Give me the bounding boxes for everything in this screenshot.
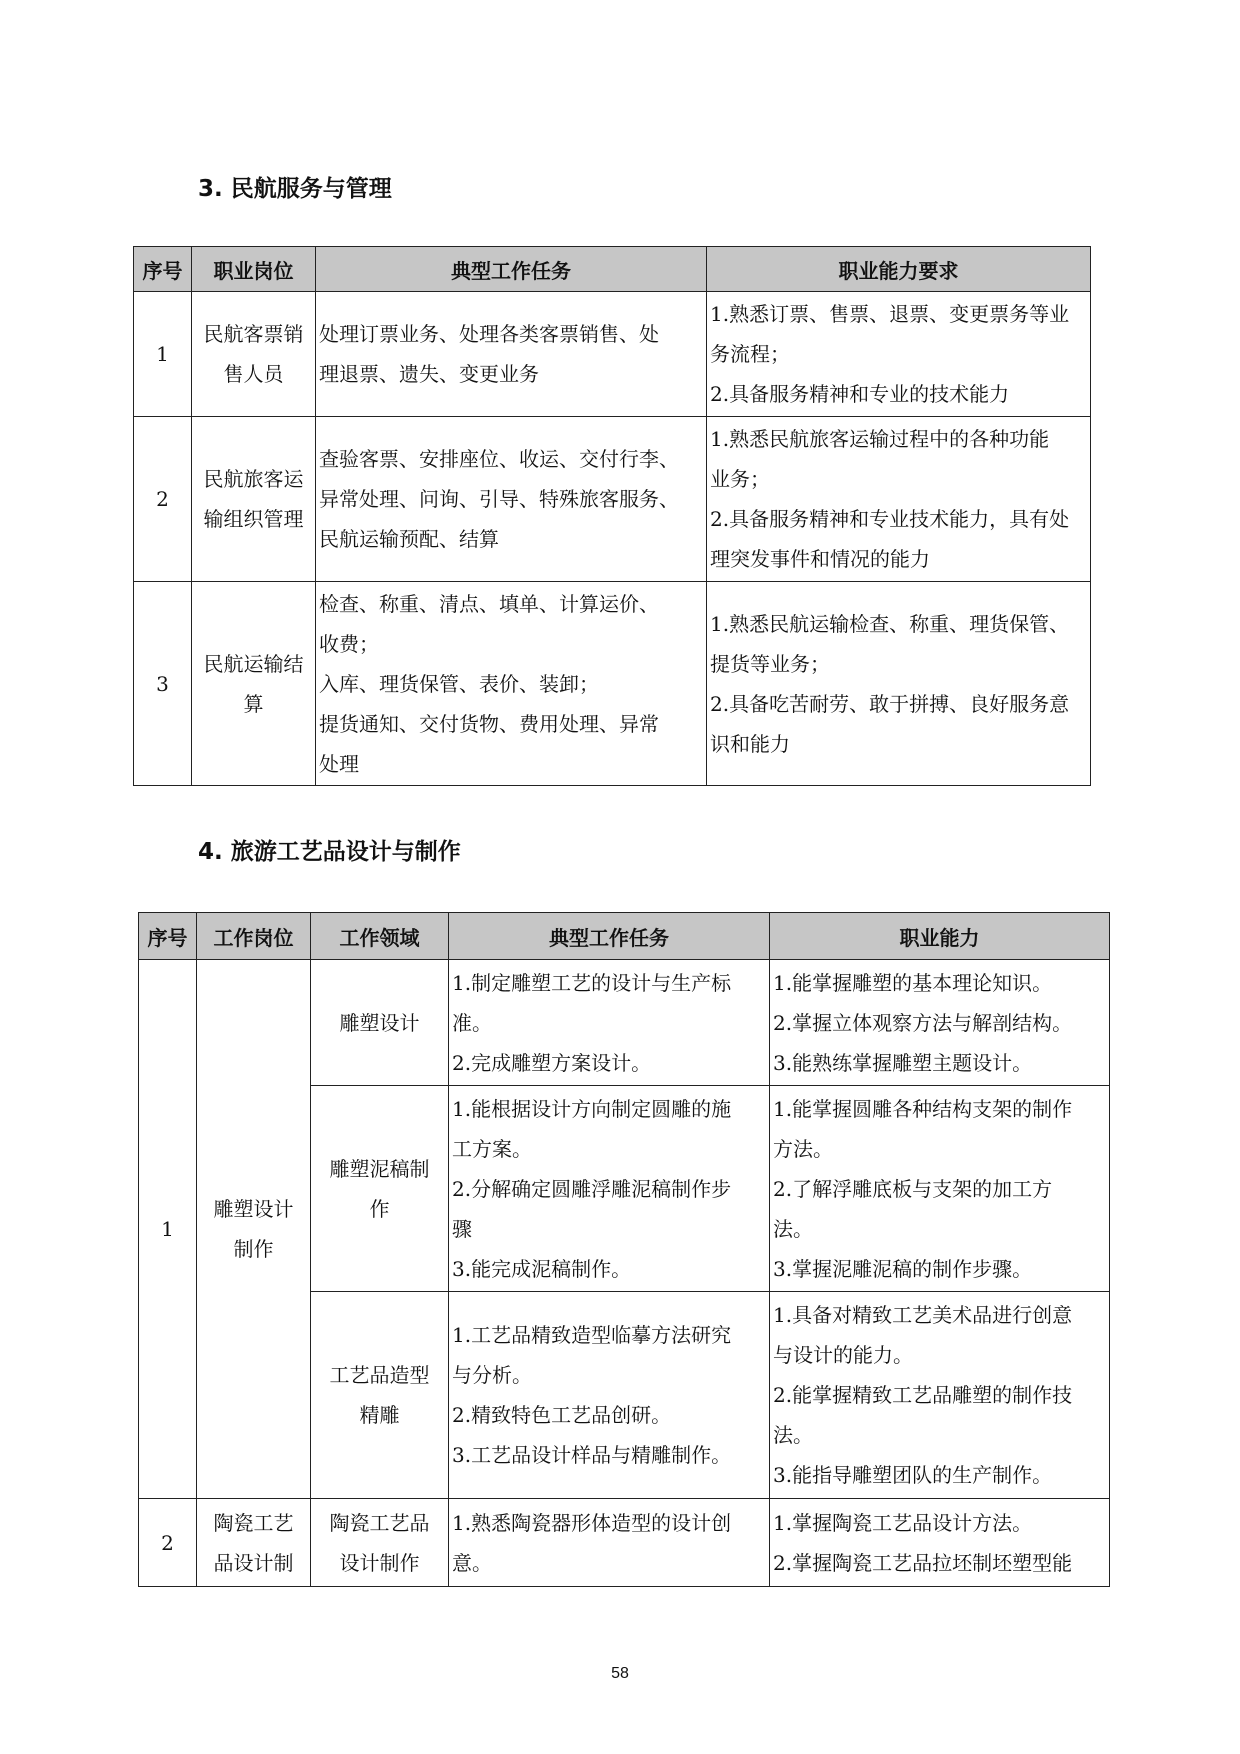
table-header-row	[139, 913, 1110, 960]
row-position	[192, 582, 316, 786]
text-line: 意。	[452, 1550, 492, 1575]
row-no: 1	[134, 292, 192, 417]
text-line: 工艺品造型	[329, 1363, 430, 1387]
row-tasks	[449, 1292, 770, 1499]
text-line: 民航旅客运	[203, 467, 304, 491]
text-line: 设计制作	[339, 1550, 420, 1575]
text-line: 工方案。	[452, 1136, 532, 1161]
text-line: 雕塑设计	[213, 1197, 294, 1221]
text-line: 民航客票销	[203, 322, 304, 346]
header-ability: 职业能力	[770, 913, 1110, 960]
table-row	[139, 1499, 1110, 1587]
text-line: 1.掌握陶瓷工艺品设计方法。	[773, 1510, 1033, 1535]
text-line: 与设计的能力。	[773, 1343, 913, 1367]
text-line: 陶瓷工艺	[213, 1510, 294, 1535]
text-line: 1.具备对精致工艺美术品进行创意	[773, 1303, 1073, 1327]
text-line: 输组织管理	[203, 507, 304, 531]
text-line: 提货等业务；	[710, 651, 830, 676]
text-line: 1.能掌握圆雕各种结构支架的制作	[773, 1096, 1073, 1121]
text-line: 2.掌握陶瓷工艺品拉坯制坯塑型能	[773, 1550, 1073, 1575]
text-line: 法。	[773, 1423, 813, 1447]
text-line: 处理	[319, 751, 359, 776]
section-3-heading: 3. 民航服务与管理	[198, 176, 392, 202]
row-field	[311, 1086, 449, 1292]
text-line: 骤	[452, 1216, 472, 1241]
text-line: 2.分解确定圆雕浮雕泥稿制作步	[452, 1176, 732, 1201]
text-line: 处理订票业务、处理各类客票销售、处	[319, 322, 659, 346]
text-line: 1.能掌握雕塑的基本理论知识。	[773, 970, 1053, 995]
text-line: 3.能完成泥稿制作。	[452, 1256, 632, 1281]
row-ability	[770, 1292, 1110, 1499]
text-line: 陶瓷工艺品	[329, 1510, 430, 1535]
row-field	[311, 960, 449, 1086]
text-line: 异常处理、问询、引导、特殊旅客服务、	[319, 487, 679, 511]
text-line: 理突发事件和情况的能力	[710, 547, 930, 571]
text-line: 1.能根据设计方向制定圆雕的施	[452, 1096, 732, 1121]
text-line: 售人员	[223, 362, 284, 386]
text-line: 提货通知、交付货物、费用处理、异常	[319, 711, 659, 736]
row-no: 2	[139, 1499, 197, 1587]
text-line: 检查、称重、清点、填单、计算运价、	[319, 591, 659, 616]
text-line: 法。	[773, 1216, 813, 1241]
table-row	[139, 960, 1110, 1086]
text-line: 业务；	[710, 467, 770, 491]
section-4-heading: 4. 旅游工艺品设计与制作	[198, 839, 461, 865]
row-ability	[707, 582, 1091, 786]
text-line: 精雕	[359, 1403, 400, 1427]
row-position	[197, 960, 311, 1499]
text-line: 3.工艺品设计样品与精雕制作。	[452, 1443, 732, 1467]
crafts-table	[138, 912, 1110, 1587]
table-row	[134, 582, 1091, 786]
row-no: 1	[139, 960, 197, 1499]
text-line: 理退票、遗失、变更业务	[319, 362, 539, 386]
text-line: 2.精致特色工艺品创研。	[452, 1403, 672, 1427]
text-line: 3.能熟练掌握雕塑主题设计。	[773, 1050, 1033, 1075]
header-tasks: 典型工作任务	[316, 247, 707, 292]
row-field	[311, 1499, 449, 1587]
civil-aviation-table	[133, 246, 1091, 786]
row-ability	[770, 960, 1110, 1086]
header-field: 工作领域	[311, 913, 449, 960]
row-tasks	[316, 417, 707, 582]
text-line: 收费；	[319, 631, 379, 656]
row-tasks	[316, 582, 707, 786]
table-row	[134, 417, 1091, 582]
text-line: 2.具备服务精神和专业的技术能力	[710, 382, 1010, 406]
text-line: 方法。	[773, 1136, 833, 1161]
row-tasks	[449, 1086, 770, 1292]
text-line: 制作	[233, 1237, 274, 1261]
text-line: 1.熟悉民航运输检查、称重、理货保管、	[710, 611, 1070, 636]
text-line: 1.工艺品精致造型临摹方法研究	[452, 1323, 732, 1347]
row-ability	[770, 1086, 1110, 1292]
row-position	[197, 1499, 311, 1587]
row-field	[311, 1292, 449, 1499]
text-line: 民航运输预配、结算	[319, 527, 499, 551]
row-ability	[707, 417, 1091, 582]
text-line: 2.了解浮雕底板与支架的加工方	[773, 1176, 1053, 1201]
text-line: 与分析。	[452, 1363, 532, 1387]
text-line: 2.具备吃苦耐劳、敢于拼搏、良好服务意	[710, 691, 1070, 716]
row-no: 2	[134, 417, 192, 582]
row-ability	[707, 292, 1091, 417]
row-tasks	[316, 292, 707, 417]
text-line: 识和能力	[710, 731, 790, 756]
text-line: 准。	[452, 1010, 492, 1035]
text-line: 务流程；	[710, 342, 790, 366]
row-tasks	[449, 960, 770, 1086]
table-row	[134, 292, 1091, 417]
header-no: 序号	[139, 913, 197, 960]
text-line: 2.完成雕塑方案设计。	[452, 1050, 652, 1075]
text-line: 2.掌握立体观察方法与解剖结构。	[773, 1010, 1073, 1035]
page-number: 58	[611, 1665, 629, 1682]
row-no: 3	[134, 582, 192, 786]
text-line: 品设计制	[213, 1550, 294, 1575]
row-position	[192, 417, 316, 582]
header-tasks: 典型工作任务	[449, 913, 770, 960]
row-tasks	[449, 1499, 770, 1587]
header-position: 工作岗位	[197, 913, 311, 960]
text-line: 3.能指导雕塑团队的生产制作。	[773, 1463, 1053, 1487]
text-line: 2.具备服务精神和专业技术能力，具有处	[710, 507, 1070, 531]
header-ability: 职业能力要求	[707, 247, 1091, 292]
text-line: 作	[369, 1196, 390, 1221]
table-header-row	[134, 247, 1091, 292]
header-no: 序号	[134, 247, 192, 292]
text-line: 算	[243, 691, 264, 716]
text-line: 查验客票、安排座位、收运、交付行李、	[319, 447, 679, 471]
row-ability	[770, 1499, 1110, 1587]
text-line: 2.能掌握精致工艺品雕塑的制作技	[773, 1383, 1073, 1407]
text-line: 3.掌握泥雕泥稿的制作步骤。	[773, 1256, 1033, 1281]
text-line: 民航运输结	[203, 651, 304, 676]
text-line: 1.制定雕塑工艺的设计与生产标	[452, 970, 732, 995]
text-line: 1.熟悉订票、售票、退票、变更票务等业	[710, 302, 1070, 326]
text-line: 1.熟悉民航旅客运输过程中的各种功能	[710, 427, 1050, 451]
text-line: 入库、理货保管、表价、装卸；	[319, 671, 599, 696]
header-position: 职业岗位	[192, 247, 316, 292]
text-line: 1.熟悉陶瓷器形体造型的设计创	[452, 1510, 732, 1535]
text-line: 雕塑泥稿制	[329, 1156, 430, 1181]
text-line: 雕塑设计	[339, 1010, 420, 1035]
row-position	[192, 292, 316, 417]
